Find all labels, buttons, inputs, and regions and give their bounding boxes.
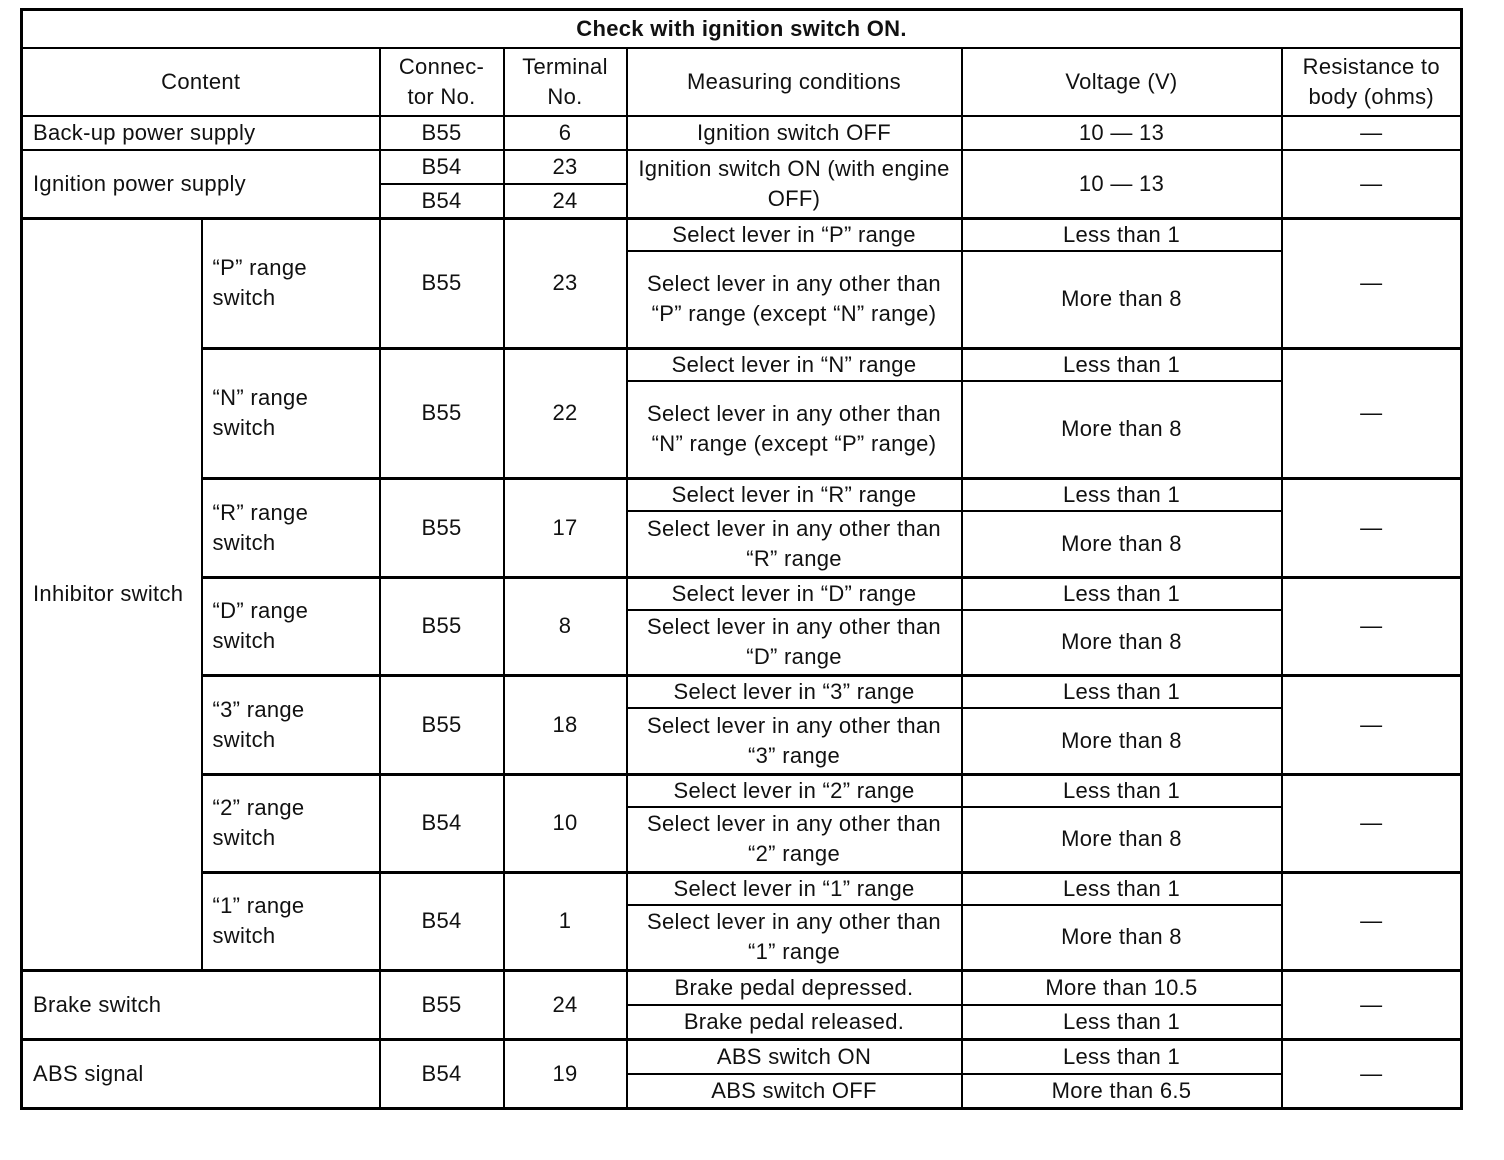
condition-cell: Select lever in “D” range — [627, 577, 962, 610]
terminal-cell: 19 — [504, 1039, 627, 1108]
condition-cell: Select lever in any other than “N” range (except “P” range) — [627, 381, 962, 479]
table-row-backup — [22, 116, 1462, 150]
connector-cell: B54 — [380, 774, 504, 873]
condition-cell: Select lever in “3” range — [627, 676, 962, 709]
table-row-abs — [22, 1039, 1462, 1074]
connector-cell: B54 — [380, 873, 504, 971]
voltage-cell: Less than 1 — [962, 577, 1282, 610]
table-row-brake — [22, 970, 1462, 1005]
content-cell: Brake switch — [22, 970, 380, 1039]
resistance-cell: — — [1282, 774, 1462, 873]
resistance-cell: — — [1282, 1039, 1462, 1108]
header-voltage: Voltage (V) — [962, 48, 1282, 116]
terminal-cell: 23 — [504, 219, 627, 349]
terminal-cell: 6 — [504, 116, 627, 150]
range-name-cell: “2” range switch — [202, 774, 380, 873]
condition-cell: Brake pedal released. — [627, 1005, 962, 1040]
content-cell: Ignition power supply — [22, 150, 380, 219]
table-title: Check with ignition switch ON. — [22, 10, 1462, 49]
content-cell: Inhibitor switch — [22, 219, 202, 971]
voltage-cell: Less than 1 — [962, 873, 1282, 906]
condition-cell: Select lever in any other than “1” range — [627, 905, 962, 970]
range-name-cell: “R” range switch — [202, 479, 380, 578]
terminal-cell: 17 — [504, 479, 627, 578]
voltage-cell: More than 8 — [962, 708, 1282, 774]
voltage-cell: More than 8 — [962, 511, 1282, 577]
header-resistance: Resistance to body (ohms) — [1282, 48, 1462, 116]
voltage-cell: Less than 1 — [962, 219, 1282, 252]
condition-cell: Ignition switch ON (with engine OFF) — [627, 150, 962, 219]
condition-cell: Select lever in any other than “R” range — [627, 511, 962, 577]
terminal-cell: 22 — [504, 348, 627, 479]
resistance-cell: — — [1282, 219, 1462, 349]
resistance-cell: — — [1282, 970, 1462, 1039]
connector-cell: B55 — [380, 116, 504, 150]
table-row-range — [22, 219, 1462, 252]
voltage-cell: Less than 1 — [962, 774, 1282, 807]
range-name-cell: “N” range switch — [202, 348, 380, 479]
terminal-cell: 24 — [504, 184, 627, 219]
terminal-cell: 24 — [504, 970, 627, 1039]
voltage-cell: More than 8 — [962, 610, 1282, 676]
condition-cell: Select lever in “N” range — [627, 348, 962, 381]
condition-cell: ABS switch OFF — [627, 1074, 962, 1109]
condition-cell: Select lever in any other than “3” range — [627, 708, 962, 774]
connector-cell: B55 — [380, 970, 504, 1039]
header-content: Content — [22, 48, 380, 116]
voltage-cell: 10 — 13 — [962, 116, 1282, 150]
connector-cell: B54 — [380, 150, 504, 184]
voltage-cell: 10 — 13 — [962, 150, 1282, 219]
content-cell: ABS signal — [22, 1039, 380, 1108]
terminal-cell: 10 — [504, 774, 627, 873]
voltage-cell: Less than 1 — [962, 676, 1282, 709]
voltage-cell: More than 8 — [962, 807, 1282, 873]
condition-cell: Select lever in “2” range — [627, 774, 962, 807]
connector-cell: B54 — [380, 1039, 504, 1108]
terminal-cell: 23 — [504, 150, 627, 184]
table-row-ignition — [22, 150, 1462, 184]
condition-cell: Select lever in “P” range — [627, 219, 962, 252]
table-row-range — [22, 774, 1462, 807]
range-name-cell: “1” range switch — [202, 873, 380, 971]
table-row-range — [22, 676, 1462, 709]
voltage-cell: Less than 1 — [962, 1005, 1282, 1040]
table-row-range — [22, 873, 1462, 906]
range-name-cell: “P” range switch — [202, 219, 380, 349]
condition-cell: Ignition switch OFF — [627, 116, 962, 150]
terminal-cell: 1 — [504, 873, 627, 971]
condition-cell: Select lever in any other than “D” range — [627, 610, 962, 676]
resistance-cell: — — [1282, 479, 1462, 578]
terminal-cell: 8 — [504, 577, 627, 676]
resistance-cell: — — [1282, 676, 1462, 775]
connector-cell: B55 — [380, 479, 504, 578]
condition-cell: Select lever in any other than “2” range — [627, 807, 962, 873]
table-row-range — [22, 479, 1462, 512]
voltage-cell: More than 8 — [962, 381, 1282, 479]
voltage-cell: Less than 1 — [962, 479, 1282, 512]
resistance-cell: — — [1282, 348, 1462, 479]
header-terminal: Terminal No. — [504, 48, 627, 116]
table-row-range — [22, 348, 1462, 381]
table-row-range — [22, 577, 1462, 610]
header-connector: Connec-tor No. — [380, 48, 504, 116]
header-conditions: Measuring conditions — [627, 48, 962, 116]
condition-cell: Select lever in “R” range — [627, 479, 962, 512]
ignition-check-table — [20, 8, 1463, 1110]
range-name-cell: “D” range switch — [202, 577, 380, 676]
voltage-cell: More than 10.5 — [962, 970, 1282, 1005]
condition-cell: ABS switch ON — [627, 1039, 962, 1074]
connector-cell: B55 — [380, 577, 504, 676]
resistance-cell: — — [1282, 577, 1462, 676]
terminal-cell: 18 — [504, 676, 627, 775]
voltage-cell: More than 6.5 — [962, 1074, 1282, 1109]
header-row — [22, 48, 1462, 116]
voltage-cell: More than 8 — [962, 905, 1282, 970]
voltage-cell: More than 8 — [962, 251, 1282, 348]
connector-cell: B55 — [380, 676, 504, 775]
resistance-cell: — — [1282, 150, 1462, 219]
resistance-cell: — — [1282, 116, 1462, 150]
connector-cell: B55 — [380, 348, 504, 479]
connector-cell: B54 — [380, 184, 504, 219]
voltage-cell: Less than 1 — [962, 1039, 1282, 1074]
voltage-cell: Less than 1 — [962, 348, 1282, 381]
range-name-cell: “3” range switch — [202, 676, 380, 775]
condition-cell: Select lever in “1” range — [627, 873, 962, 906]
content-cell: Back-up power supply — [22, 116, 380, 150]
resistance-cell: — — [1282, 873, 1462, 971]
condition-cell: Select lever in any other than “P” range (except “N” range) — [627, 251, 962, 348]
connector-cell: B55 — [380, 219, 504, 349]
condition-cell: Brake pedal depressed. — [627, 970, 962, 1005]
